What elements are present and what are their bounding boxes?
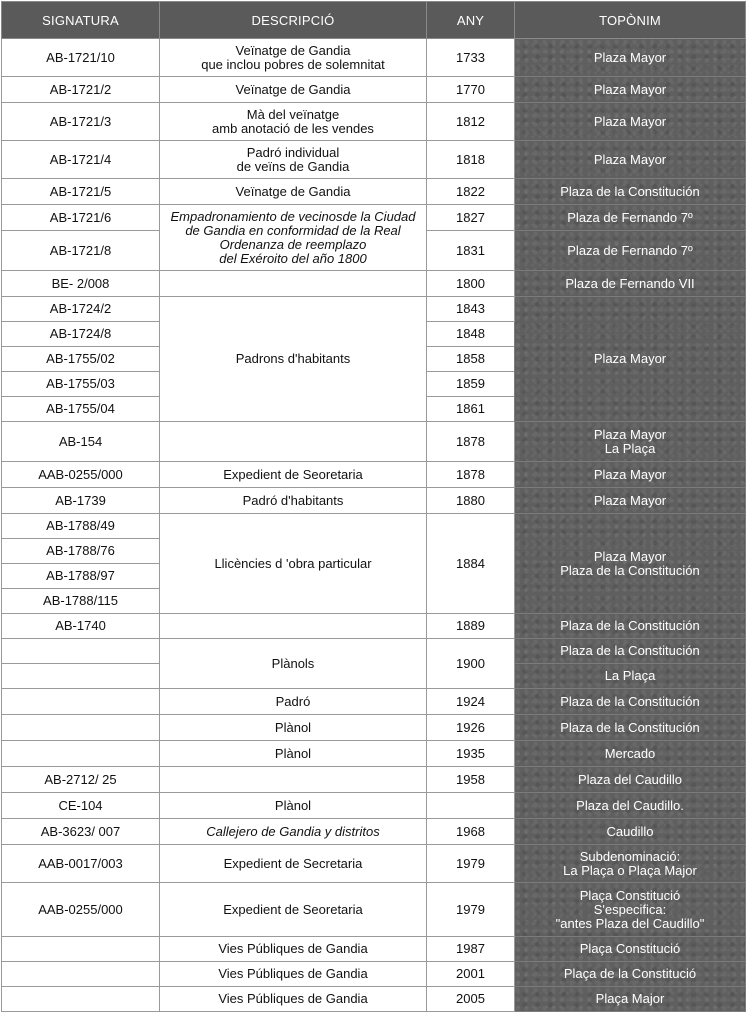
cell-signatura: AB-2712/ 25: [2, 767, 160, 793]
table-row: [2, 987, 746, 1012]
cell-signatura: AB-1721/6: [2, 205, 160, 231]
table-row: [2, 488, 746, 514]
cell-signatura: [2, 639, 160, 664]
cell-any: 1926: [427, 715, 515, 741]
cell-any: 1733: [427, 39, 515, 77]
cell-any: 1924: [427, 689, 515, 715]
cell-toponim: Plaça Major: [515, 987, 746, 1012]
table-row: [2, 639, 746, 664]
cell-signatura: CE-104: [2, 793, 160, 819]
cell-descripcio: [160, 141, 427, 179]
cell-any: 1958: [427, 767, 515, 793]
desc-line: Mà del veïnatge: [246, 106, 340, 122]
header-row: [2, 2, 746, 39]
cell-toponim: [515, 422, 746, 462]
cell-any: 1880: [427, 488, 515, 514]
table-row: [2, 937, 746, 962]
toponim-line: "antes Plaza del Caudillo": [555, 915, 705, 931]
table-row: [2, 793, 746, 819]
cell-toponim: Plaza Mayor: [515, 103, 746, 141]
cell-any: 1859: [427, 372, 515, 397]
table-row: [2, 462, 746, 488]
cell-signatura: AB-1721/3: [2, 103, 160, 141]
cell-toponim: Plaça de la Constitució: [515, 962, 746, 987]
table-row: [2, 39, 746, 77]
cell-signatura: AB-1721/5: [2, 179, 160, 205]
cell-descripcio: [160, 422, 427, 462]
desc-line: Padró individual: [246, 144, 340, 160]
cell-signatura: [2, 664, 160, 689]
table-row: [2, 297, 746, 322]
cell-toponim: [515, 514, 746, 614]
cell-any: 1812: [427, 103, 515, 141]
cell-any: 1827: [427, 205, 515, 231]
table-row: [2, 883, 746, 937]
cell-toponim: Plaza de la Constitución: [515, 689, 746, 715]
cell-any: [427, 793, 515, 819]
toponim-line: La Plaça o Plaça Major: [563, 862, 697, 878]
cell-descripcio: Plànols: [160, 639, 427, 689]
cell-any: 1900: [427, 639, 515, 689]
cell-toponim: Plaza de Fernando VII: [515, 271, 746, 297]
cell-signatura: BE- 2/008: [2, 271, 160, 297]
cell-signatura: AB-1721/10: [2, 39, 160, 77]
cell-descripcio: [160, 39, 427, 77]
cell-signatura: [2, 962, 160, 987]
cell-signatura: AB-1788/76: [2, 539, 160, 564]
toponim-line: Plaza Mayor: [593, 426, 667, 442]
cell-descripcio: Padró: [160, 689, 427, 715]
desc-line: que inclou pobres de solemnitat: [201, 56, 385, 72]
desc-line: Empadronamiento de vecinosde la Ciudad: [170, 208, 416, 224]
cell-signatura: AB-1721/4: [2, 141, 160, 179]
cell-descripcio: [160, 767, 427, 793]
cell-signatura: AB-1788/97: [2, 564, 160, 589]
desc-line: Veïnatge de Gandia: [235, 42, 351, 58]
header-toponim: TOPÒNIM: [515, 2, 746, 39]
table-row: [2, 205, 746, 231]
cell-any: 2005: [427, 987, 515, 1012]
cell-descripcio: Vies Públiques de Gandia: [160, 937, 427, 962]
cell-toponim: Mercado: [515, 741, 746, 767]
cell-toponim: Plaza Mayor: [515, 77, 746, 103]
cell-descripcio: Padró d'habitants: [160, 488, 427, 514]
cell-signatura: [2, 987, 160, 1012]
table-row: [2, 77, 746, 103]
table-row: [2, 103, 746, 141]
cell-descripcio: Plànol: [160, 715, 427, 741]
cell-any: 1968: [427, 819, 515, 845]
cell-any: 1935: [427, 741, 515, 767]
desc-line: Ordenanza de reemplazo: [219, 236, 367, 252]
table-row: [2, 962, 746, 987]
table-row: [2, 141, 746, 179]
desc-line: del Exéroito del año 1800: [219, 250, 367, 266]
cell-signatura: [2, 741, 160, 767]
table-row: [2, 271, 746, 297]
cell-signatura: AAB-0017/003: [2, 845, 160, 883]
cell-descripcio: Callejero de Gandia y distritos: [160, 819, 427, 845]
cell-any: 1889: [427, 614, 515, 639]
table-row: [2, 819, 746, 845]
toponim-line: Plaça Constitució: [579, 887, 681, 903]
cell-descripcio: Plànol: [160, 793, 427, 819]
cell-signatura: AB-1788/49: [2, 514, 160, 539]
cell-descripcio: Vies Públiques de Gandia: [160, 962, 427, 987]
cell-signatura: AB-1724/8: [2, 322, 160, 347]
cell-toponim: La Plaça: [515, 664, 746, 689]
desc-line: de veïns de Gandia: [236, 158, 350, 174]
cell-descripcio: Llicències d 'obra particular: [160, 514, 427, 614]
cell-any: 1987: [427, 937, 515, 962]
cell-toponim: Plaza del Caudillo: [515, 767, 746, 793]
desc-line: amb anotació de les vendes: [212, 120, 374, 136]
cell-toponim: Plaza Mayor: [515, 39, 746, 77]
header-signatura: SIGNATURA: [2, 2, 160, 39]
cell-toponim: Plaza de Fernando 7º: [515, 205, 746, 231]
cell-any: 1831: [427, 231, 515, 271]
table-row: [2, 614, 746, 639]
cell-signatura: AAB-0255/000: [2, 462, 160, 488]
cell-toponim: Plaza Mayor: [515, 488, 746, 514]
cell-descripcio: [160, 103, 427, 141]
cell-descripcio: Vies Públiques de Gandia: [160, 987, 427, 1012]
cell-signatura: AB-1721/8: [2, 231, 160, 271]
cell-any: 1770: [427, 77, 515, 103]
cell-any: 1878: [427, 422, 515, 462]
cell-any: 1848: [427, 322, 515, 347]
cell-signatura: AB-3623/ 007: [2, 819, 160, 845]
cell-any: 1858: [427, 347, 515, 372]
cell-signatura: AB-1721/2: [2, 77, 160, 103]
table-row: [2, 715, 746, 741]
cell-descripcio: Expedient de Secretaria: [160, 845, 427, 883]
cell-any: 1800: [427, 271, 515, 297]
toponim-line: La Plaça: [604, 440, 656, 456]
header-any: ANY: [427, 2, 515, 39]
cell-descripcio: [160, 271, 427, 297]
cell-toponim: [515, 845, 746, 883]
cell-signatura: AAB-0255/000: [2, 883, 160, 937]
cell-any: 1979: [427, 845, 515, 883]
cell-toponim: Plaza de la Constitución: [515, 614, 746, 639]
cell-any: 1861: [427, 397, 515, 422]
cell-signatura: [2, 937, 160, 962]
toponim-line: Subdenominació:: [579, 848, 681, 864]
cell-signatura: AB-1755/02: [2, 347, 160, 372]
cell-descripcio: Padrons d'habitants: [160, 297, 427, 422]
toponim-line: S'especifica:: [593, 901, 667, 917]
cell-toponim: Plaza Mayor: [515, 462, 746, 488]
header-descripcio: DESCRIPCIÓ: [160, 2, 427, 39]
cell-toponim: Plaza de la Constitución: [515, 715, 746, 741]
cell-signatura: [2, 715, 160, 741]
cell-descripcio: Expedient de Seoretaria: [160, 462, 427, 488]
cell-toponim: Plaza Mayor: [515, 141, 746, 179]
toponim-line: Plaza de la Constitución: [560, 562, 700, 578]
toponym-table: [1, 1, 746, 1012]
cell-toponim: Plaza de la Constitución: [515, 179, 746, 205]
cell-descripcio: [160, 614, 427, 639]
cell-signatura: AB-1755/03: [2, 372, 160, 397]
desc-line: de Gandia en conformidad de la Real: [185, 222, 401, 238]
table-row: [2, 767, 746, 793]
cell-signatura: AB-1788/115: [2, 589, 160, 614]
table-row: [2, 422, 746, 462]
cell-descripcio: Plànol: [160, 741, 427, 767]
cell-any: 1843: [427, 297, 515, 322]
table-row: [2, 514, 746, 539]
cell-signatura: [2, 689, 160, 715]
cell-descripcio: [160, 205, 427, 271]
cell-any: 1878: [427, 462, 515, 488]
cell-descripcio: Veïnatge de Gandia: [160, 179, 427, 205]
cell-signatura: AB-1755/04: [2, 397, 160, 422]
cell-toponim: Plaça Constitució: [515, 937, 746, 962]
cell-any: 2001: [427, 962, 515, 987]
cell-any: 1822: [427, 179, 515, 205]
cell-signatura: AB-1724/2: [2, 297, 160, 322]
table-row: [2, 845, 746, 883]
cell-toponim: Plaza de la Constitución: [515, 639, 746, 664]
cell-toponim: Caudillo: [515, 819, 746, 845]
cell-any: 1979: [427, 883, 515, 937]
cell-signatura: AB-154: [2, 422, 160, 462]
table-row: [2, 179, 746, 205]
toponim-line: Plaza Mayor: [593, 548, 667, 564]
cell-any: 1818: [427, 141, 515, 179]
cell-toponim: Plaza del Caudillo.: [515, 793, 746, 819]
cell-toponim: Plaza de Fernando 7º: [515, 231, 746, 271]
table-row: [2, 741, 746, 767]
cell-any: 1884: [427, 514, 515, 614]
cell-signatura: AB-1739: [2, 488, 160, 514]
cell-descripcio: Expedient de Seoretaria: [160, 883, 427, 937]
table-row: [2, 689, 746, 715]
cell-signatura: AB-1740: [2, 614, 160, 639]
cell-descripcio: Veïnatge de Gandia: [160, 77, 427, 103]
cell-toponim: [515, 883, 746, 937]
cell-toponim: Plaza Mayor: [515, 297, 746, 422]
